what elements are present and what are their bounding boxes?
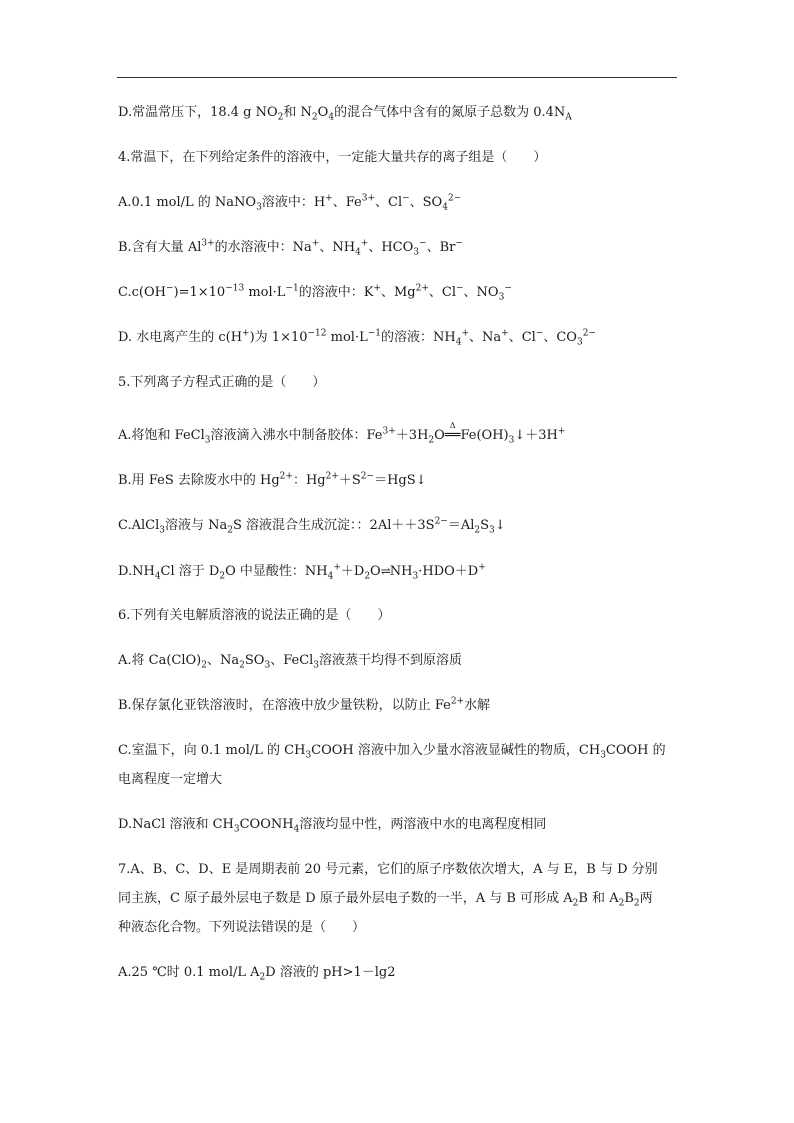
- q4-option-d: D. 水电离产生的 c(H+)为 $1\times 10^{-12}$ $mol\cdot L^{-1}$的溶液：$NH_4^+$、Na+、Cl−、$CO_3^{2-}$: [118, 328, 596, 348]
- q6-option-a: A.将 $Ca(ClO)_2$、$Na_2SO_3$、FeCl$_3$溶液蒸干均得不到原溶质: [118, 653, 463, 671]
- heat-equals-sign: Δ ══: [444, 421, 461, 443]
- q5-option-a: A.将饱和 FeCl$_3$溶液滴入沸水中制备胶体：$Fe^{3+}+3H_2O$ Δ $══Fe(OH)_3↓+3H^+$: [118, 421, 566, 446]
- q4-stem: 4.常温下，在下列给定条件的溶液中，一定能大量共存的离子组是（ ）: [118, 150, 547, 165]
- q6-option-d: D.NaCl 溶液和 $CH_3COONH_4$溶液均显中性，两溶液中水的电离程度相同: [118, 817, 547, 835]
- q4-option-a: A.0.1 mol/L 的 NaNO$_3$溶液中：H+、$Fe^{3+}$、Cl−、$SO_4^{2-}$: [118, 193, 462, 213]
- q4-option-b: B.含有大量 $Al^{3+}$的水溶液中：Na+、$NH_4^+$、$HCO_3^-$、Br−: [118, 238, 463, 258]
- q6-option-c-line2: 电离程度一定增大: [118, 772, 223, 787]
- q5-stem: 5.下列离子方程式正确的是（ ）: [118, 375, 326, 390]
- q7-stem-line2: 同主族，C 原子最外层电子数是 D 原子最外层电子数的一半，A 与 B 可形成 $A_2B$ 和 $A_2B_2$两: [118, 891, 653, 909]
- q6-option-b: B.保存氯化亚铁溶液时，在溶液中放少量铁粉，以防止 $Fe^{2+}$水解: [118, 696, 491, 713]
- q7-stem-line1: 7.A、B、C、D、E 是周期表前 20 号元素，它们的原子序数依次增大，A 与 E，B 与 D 分别: [118, 862, 658, 877]
- header-rule: [117, 77, 677, 78]
- q7-option-a: A.25 ℃时 0.1 mol/L $A_2D$ 溶液的 pH>1－lg2: [118, 965, 396, 983]
- q4-option-c: $C.c(OH^-)=1\times 10^{-13}$ $mol\cdot L^{-1}$的溶液中：K+、$Mg^{2+}$、Cl−、$NO_3^-$: [118, 283, 512, 303]
- equilibrium-arrow-icon: ⇌: [380, 564, 390, 578]
- q6-stem: 6.下列有关电解质溶液的说法正确的是（ ）: [118, 608, 391, 623]
- q5-option-b: B.用 FeS 去除废水中的 $Hg^{2+}$：$Hg^{2+}+S^{2-}=HgS↓$: [118, 471, 427, 488]
- q5-option-c: C.AlCl$_3$溶液与 $Na_2S$ 溶液混合生成沉淀：：$2Al++3S^{2-}=Al_2S_3↓$: [118, 516, 506, 536]
- q6-option-c-line1: C.室温下，向 0.1 mol/L 的 $CH_3COOH$ 溶液中加入少量水溶液显碱性的物质，$CH_3COOH$ 的: [118, 743, 666, 761]
- q3-option-d: D.常温常压下，18.4 g $NO_2$和 $N_2O_4$的混合气体中含有的氮原子总数为 $0.4N_A$: [118, 105, 572, 123]
- q7-stem-line3: 种液态化合物。下列说法错误的是（ ）: [118, 920, 366, 935]
- q5-option-d: $D.NH_4Cl$ 溶于 $D_2O$ 中显酸性：$NH_4^++D_2O\rightleftharpoons NH_3\cdot HDO+D^+$: [118, 562, 486, 582]
